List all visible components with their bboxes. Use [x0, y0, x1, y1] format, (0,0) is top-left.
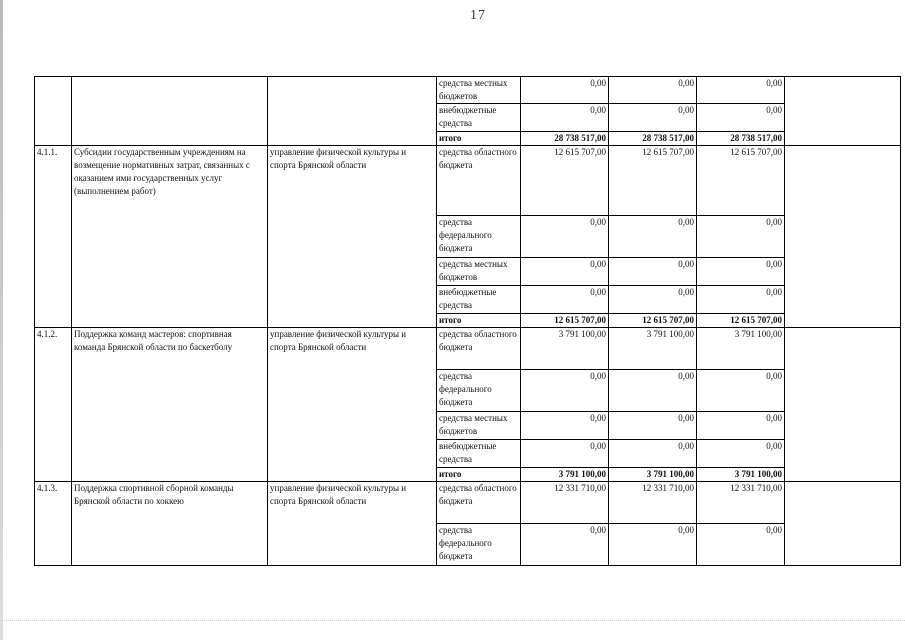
value-cell: 0,00 [697, 286, 785, 314]
value-cell: 0,00 [697, 104, 785, 132]
name-cell [72, 77, 268, 146]
code-cell [35, 77, 72, 146]
value-cell: 0,00 [521, 104, 609, 132]
value-cell: 0,00 [521, 412, 609, 440]
name-cell: Субсидии государственным учреждениям на возмещение нормативных затрат, связанных с оказанием ими государственных услуг (выполнением работ) [72, 146, 268, 328]
name-cell: Поддержка спортивной сборной команды Брянской области по хоккею [72, 482, 268, 566]
table-row [35, 77, 901, 104]
value-cell: 0,00 [609, 412, 697, 440]
total-value-cell: 28 738 517,00 [521, 132, 609, 146]
budget-table [34, 76, 901, 566]
scan-artifact-line [0, 620, 905, 622]
value-cell: 12 331 710,00 [697, 482, 785, 524]
source-cell: средства местных бюджетов [437, 77, 521, 104]
value-cell: 0,00 [521, 258, 609, 286]
source-cell: итого [437, 132, 521, 146]
value-cell: 0,00 [609, 258, 697, 286]
scan-left-edge [0, 0, 3, 640]
source-cell: внебюджетные средства [437, 286, 521, 314]
value-cell: 0,00 [697, 412, 785, 440]
value-cell: 0,00 [521, 524, 609, 566]
total-value-cell: 28 738 517,00 [697, 132, 785, 146]
name-cell: Поддержка команд мастеров: спортивная команда Брянской области по баскетболу [72, 328, 268, 482]
note-cell [785, 482, 901, 566]
value-cell: 0,00 [521, 77, 609, 104]
total-value-cell: 3 791 100,00 [697, 468, 785, 482]
code-cell: 4.1.2. [35, 328, 72, 482]
value-cell: 12 615 707,00 [521, 146, 609, 216]
executor-cell: управление физической культуры и спорта Брянской области [268, 146, 437, 328]
code-cell: 4.1.3. [35, 482, 72, 566]
value-cell: 0,00 [609, 286, 697, 314]
executor-cell: управление физической культуры и спорта Брянской области [268, 328, 437, 482]
table-row [35, 146, 901, 216]
executor-cell: управление физической культуры и спорта Брянской области [268, 482, 437, 566]
table-row [35, 328, 901, 370]
code-cell: 4.1.1. [35, 146, 72, 328]
total-value-cell: 12 615 707,00 [697, 314, 785, 328]
value-cell: 0,00 [521, 370, 609, 412]
source-cell: внебюджетные средства [437, 104, 521, 132]
source-cell: итого [437, 468, 521, 482]
value-cell: 12 615 707,00 [609, 146, 697, 216]
table-row [35, 482, 901, 524]
total-value-cell: 3 791 100,00 [521, 468, 609, 482]
value-cell: 12 331 710,00 [521, 482, 609, 524]
value-cell: 0,00 [609, 216, 697, 258]
value-cell: 0,00 [697, 370, 785, 412]
note-cell [785, 146, 901, 328]
source-cell: средства местных бюджетов [437, 258, 521, 286]
value-cell: 0,00 [609, 370, 697, 412]
value-cell: 12 615 707,00 [697, 146, 785, 216]
value-cell: 3 791 100,00 [521, 328, 609, 370]
value-cell: 0,00 [697, 216, 785, 258]
total-value-cell: 28 738 517,00 [609, 132, 697, 146]
total-value-cell: 12 615 707,00 [609, 314, 697, 328]
value-cell: 0,00 [697, 258, 785, 286]
source-cell: средства федерального бюджета [437, 370, 521, 412]
value-cell: 0,00 [697, 77, 785, 104]
value-cell: 12 331 710,00 [609, 482, 697, 524]
value-cell: 3 791 100,00 [609, 328, 697, 370]
source-cell: средства областного бюджета [437, 146, 521, 216]
source-cell: средства федерального бюджета [437, 216, 521, 258]
value-cell: 0,00 [521, 216, 609, 258]
executor-cell [268, 77, 437, 146]
source-cell: средства областного бюджета [437, 482, 521, 524]
source-cell: внебюджетные средства [437, 440, 521, 468]
source-cell: средства федерального бюджета [437, 524, 521, 566]
value-cell: 0,00 [609, 440, 697, 468]
total-value-cell: 3 791 100,00 [609, 468, 697, 482]
source-cell: средства местных бюджетов [437, 412, 521, 440]
value-cell: 0,00 [697, 524, 785, 566]
value-cell: 3 791 100,00 [697, 328, 785, 370]
page-number: 17 [470, 8, 486, 23]
value-cell: 0,00 [521, 286, 609, 314]
source-cell: средства областного бюджета [437, 328, 521, 370]
note-cell [785, 328, 901, 482]
note-cell [785, 77, 901, 146]
total-value-cell: 12 615 707,00 [521, 314, 609, 328]
value-cell: 0,00 [609, 77, 697, 104]
value-cell: 0,00 [609, 524, 697, 566]
source-cell: итого [437, 314, 521, 328]
value-cell: 0,00 [697, 440, 785, 468]
value-cell: 0,00 [521, 440, 609, 468]
value-cell: 0,00 [609, 104, 697, 132]
